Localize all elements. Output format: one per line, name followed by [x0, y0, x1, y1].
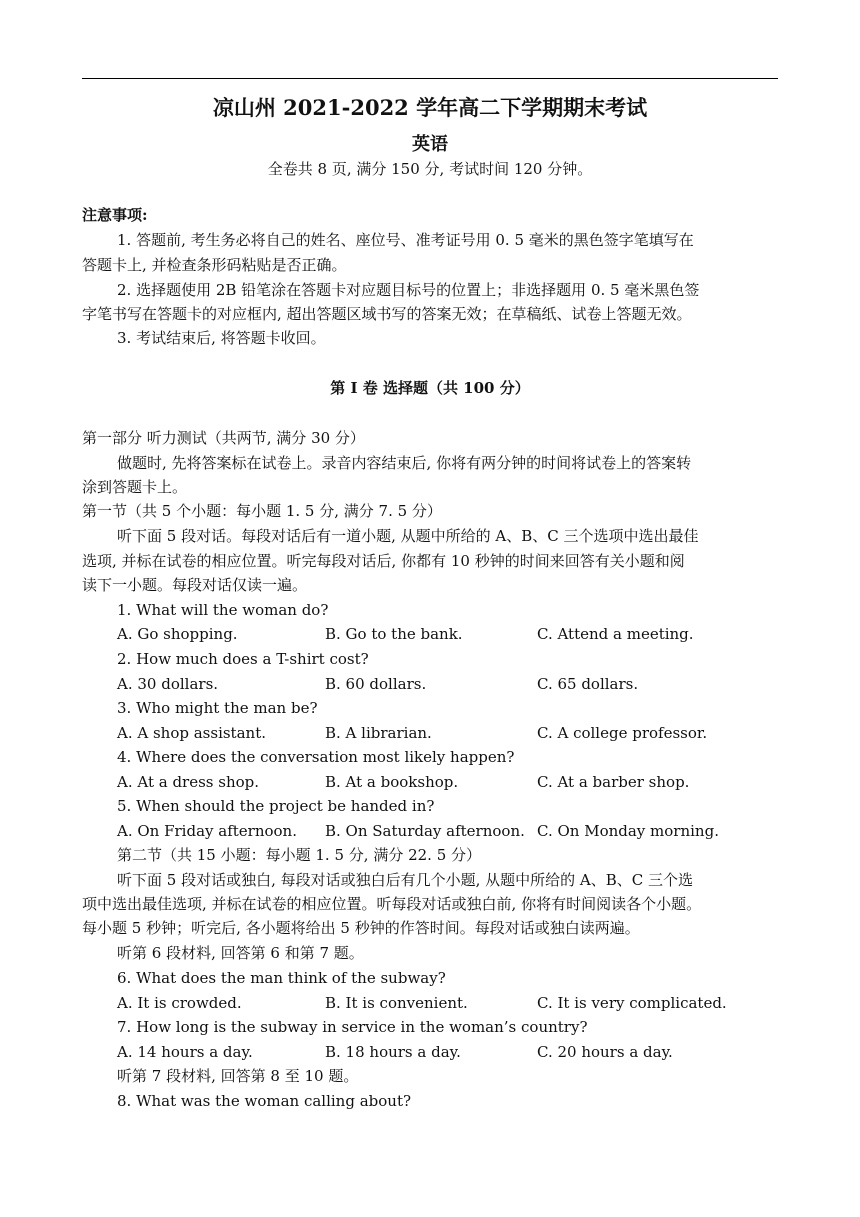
part1-title: 第一部分 听力测试（共两节, 满分 30 分） [82, 429, 365, 447]
question-4: 4. Where does the conversation most likely happen? [117, 748, 515, 766]
question-5: 5. When should the project be handed in? [117, 797, 435, 815]
q7-option-c: C. 20 hours a day. [537, 1043, 673, 1061]
question-8: 8. What was the woman calling about? [117, 1092, 412, 1110]
note-2-line-2: 字笔书写在答题卡的对应框内, 超出答题区域书写的答案无效；在草稿纸、试卷上答题无效。 [82, 305, 692, 323]
exam-info: 全卷共 8 页, 满分 150 分, 考试时间 120 分钟。 [267, 160, 593, 178]
q6-option-b: B. It is convenient. [325, 994, 468, 1012]
section1-title: 第一节（共 5 个小题：每小题 1. 5 分, 满分 7. 5 分） [82, 502, 442, 520]
q1-option-c: C. Attend a meeting. [537, 625, 694, 643]
material-7-instruction: 听第 7 段材料, 回答第 8 至 10 题。 [117, 1067, 359, 1085]
note-1-line-1: 1. 答题前, 考生务必将自己的姓名、座位号、准考证号用 0. 5 毫米的黑色签字笔填写在 [117, 231, 694, 249]
top-rule [82, 78, 778, 79]
section2-line-3: 每小题 5 秒钟；听完后, 各小题将给出 5 秒钟的作答时间。每段对话或独白读两遍。 [82, 919, 640, 937]
notes-heading: 注意事项: [82, 206, 148, 224]
q4-option-a: A. At a dress shop. [117, 773, 260, 791]
q5-option-b: B. On Saturday afternoon. [325, 822, 525, 840]
q2-option-a: A. 30 dollars. [117, 675, 219, 693]
q4-option-b: B. At a bookshop. [325, 773, 459, 791]
q6-option-c: C. It is very complicated. [537, 994, 727, 1012]
section2-line-2: 项中选出最佳选项, 并标在试卷的相应位置。听每段对话或独白前, 你将有时间阅读各个小题。 [82, 895, 702, 913]
section1-line-3: 读下一小题。每段对话仅读一遍。 [82, 576, 308, 594]
exam-title: 凉山州 2021-2022 学年高二下学期期末考试 [212, 95, 648, 120]
subject-title: 英语 [412, 134, 448, 155]
part1-intro-line-1: 做题时, 先将答案标在试卷上。录音内容结束后, 你将有两分钟的时间将试卷上的答案转 [117, 454, 692, 472]
q7-option-a: A. 14 hours a day. [117, 1043, 253, 1061]
q1-option-b: B. Go to the bank. [325, 625, 463, 643]
question-7: 7. How long is the subway in service in the woman’s country? [117, 1018, 588, 1036]
q2-option-c: C. 65 dollars. [537, 675, 639, 693]
q5-option-c: C. On Monday morning. [537, 822, 719, 840]
note-1-line-2: 答题卡上, 并检查条形码粘贴是否正确。 [82, 256, 347, 274]
part1-intro-line-2: 涂到答题卡上。 [82, 478, 188, 496]
volume-title: 第 I 卷 选择题（共 100 分） [330, 379, 530, 397]
q4-option-c: C. At a barber shop. [537, 773, 690, 791]
section1-line-2: 选项, 并标在试卷的相应位置。听完每段对话后, 你都有 10 秒钟的时间来回答有关小题和阅 [82, 552, 685, 570]
section2-line-1: 听下面 5 段对话或独白, 每段对话或独白后有几个小题, 从题中所给的 A、B、C 三个选 [117, 871, 694, 889]
q1-option-a: A. Go shopping. [117, 625, 238, 643]
q7-option-b: B. 18 hours a day. [325, 1043, 461, 1061]
q3-option-a: A. A shop assistant. [117, 724, 266, 742]
question-1: 1. What will the woman do? [117, 601, 329, 619]
note-2-line-1: 2. 选择题使用 2B 铅笔涂在答题卡对应题目标号的位置上；非选择题用 0. 5 毫米黑色签 [117, 281, 700, 299]
question-3: 3. Who might the man be? [117, 699, 318, 717]
question-6: 6. What does the man think of the subway? [117, 969, 446, 987]
q2-option-b: B. 60 dollars. [325, 675, 427, 693]
section2-title: 第二节（共 15 小题：每小题 1. 5 分, 满分 22. 5 分） [117, 846, 482, 864]
note-3: 3. 考试结束后, 将答题卡收回。 [117, 329, 326, 347]
q3-option-b: B. A librarian. [325, 724, 432, 742]
q6-option-a: A. It is crowded. [117, 994, 242, 1012]
q3-option-c: C. A college professor. [537, 724, 708, 742]
q5-option-a: A. On Friday afternoon. [117, 822, 297, 840]
section1-line-1: 听下面 5 段对话。每段对话后有一道小题, 从题中所给的 A、B、C 三个选项中选出最佳 [117, 527, 699, 545]
material-6-instruction: 听第 6 段材料, 回答第 6 和第 7 题。 [117, 944, 364, 962]
question-2: 2. How much does a T-shirt cost? [117, 650, 369, 668]
